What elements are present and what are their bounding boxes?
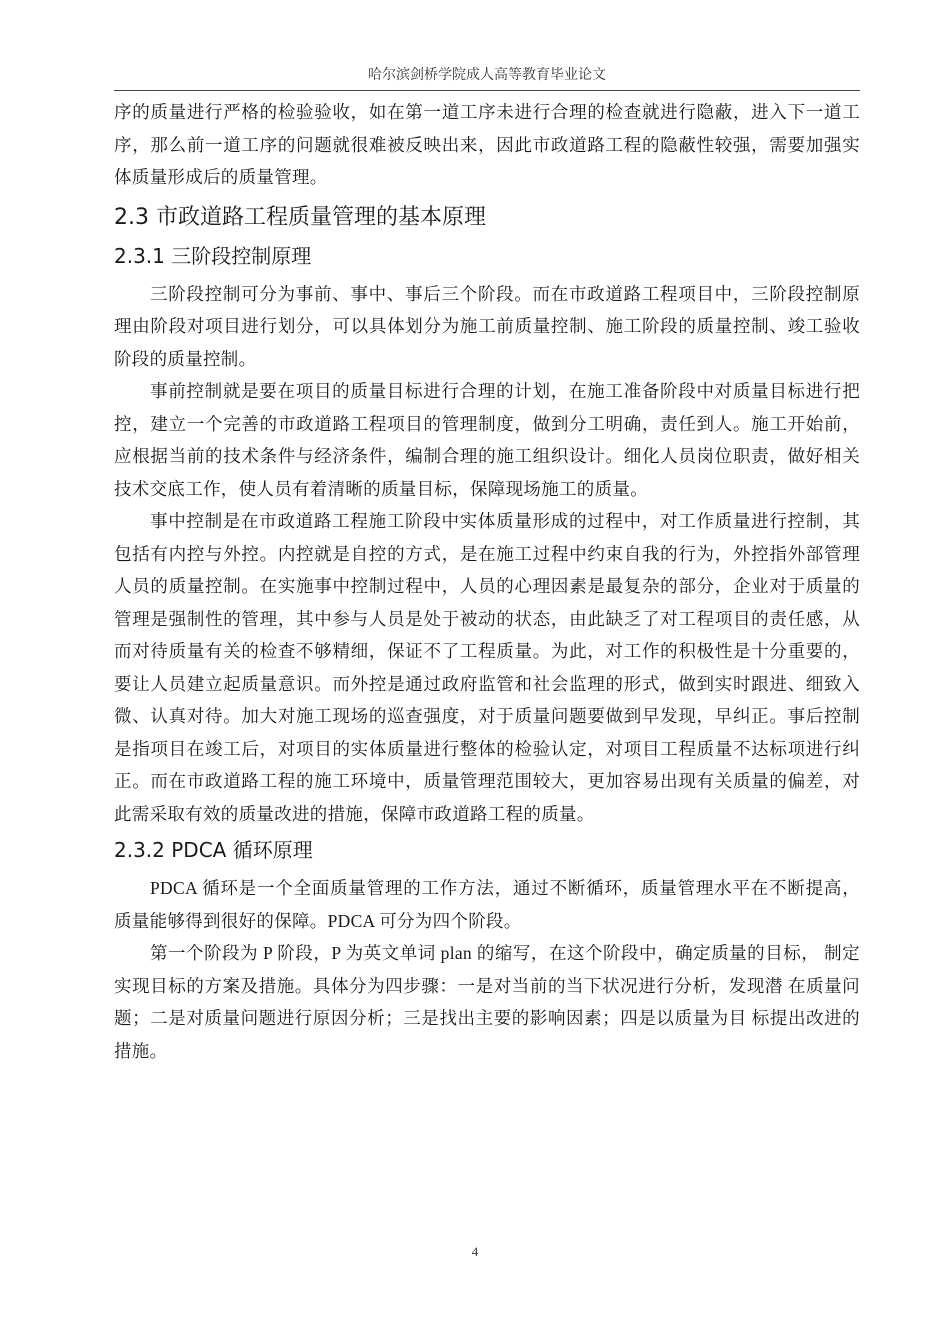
header-divider — [114, 90, 860, 91]
paragraph-three-stage-intro: 三阶段控制可分为事前、事中、事后三个阶段。而在市政道路工程项目中，三阶段控制原理由阶段对项目进行划分，可以具体划分为施工前质量控制、施工阶段的质量控制、竣工验收阶段的质量控制。 — [114, 283, 860, 369]
section-heading-2-3-1: 2.3.1 三阶段控制原理 — [114, 243, 312, 268]
paragraph-pre-control: 事前控制就是要在项目的质量目标进行合理的计划，在施工准备阶段中对质量目标进行把控，建立一个完善的市政道路工程项目的管理制度，做到分工明确，责任到人。施工开始前，应根据当前的技术条件与经济条件，编制合理的施工组织设计。细化人员岗位职责，做好相关技术交底工作，使人员有着清晰的质量目标，保障现场施工的质量。 — [114, 381, 860, 499]
paragraph-pdca-intro: PDCA 循环是一个全面质量管理的工作方法，通过不断循环，质量管理水平在不断提高，质量能够得到很好的保障。PDCA 可分为四个阶段。 — [114, 878, 860, 931]
paragraph-in-process-control: 事中控制是在市政道路工程施工阶段中实体质量形成的过程中，对工作质量进行控制，其包括有内控与外控。内控就是自控的方式，是在施工过程中约束自我的行为，外控指外部管理人员的质量控制。在实施事中控制过程中，人员的心理因素是最复杂的部分，企业对于质量的管理是强制性的管理，其中参与人员是处于被动的状态，由此缺乏了对工程项目的责任感，从而对待质量有关的检查不够精细，保证不了工程质量。为此，对工作的积极性是十分重要的，要让人员建立起质量意识。而外控是通过政府监管和社会监理的形式，做到实时跟进、细致入微、认真对待。加大对施工现场的巡查强度，对于质量问题要做到早发现，早纠正。事后控制是指项目在竣工后，对项目的实体质量进行整体的检验认定，对项目工程质量不达标项进行纠正。而在市政道路工程的施工环境中，质量管理范围较大，更加容易出现有关质量的偏差，对此需采取有效的质量改进的措施，保障市政道路工程的质量。 — [114, 511, 860, 824]
paragraph-pdca-plan-stage: 第一个阶段为 P 阶段，P 为英文单词 plan 的缩写，在这个阶段中，确定质量的目标， 制定实现目标的方案及措施。具体分为四步骤：一是对当前的当下状况进行分析，发现潜 在质量问题；二是对质量问题进行原因分析；三是找出主要的影响因素；四是以质量为目 标提出改进的措施。 — [114, 943, 860, 1061]
page-header: 哈尔滨剑桥学院成人高等教育毕业论文 — [368, 68, 606, 83]
page-number: 4 — [471, 1244, 479, 1259]
document-body — [114, 96, 860, 1067]
section-heading-2-3: 2.3 市政道路工程质量管理的基本原理 — [114, 204, 486, 230]
paragraph-continuation: 序的质量进行严格的检验验收，如在第一道工序未进行合理的检查就进行隐蔽，进入下一道工序，那么前一道工序的问题就很难被反映出来，因此市政道路工程的隐蔽性较强，需要加强实体质量形成后的质量管理。 — [114, 102, 860, 187]
section-heading-2-3-2: 2.3.2 PDCA 循环原理 — [114, 838, 313, 862]
